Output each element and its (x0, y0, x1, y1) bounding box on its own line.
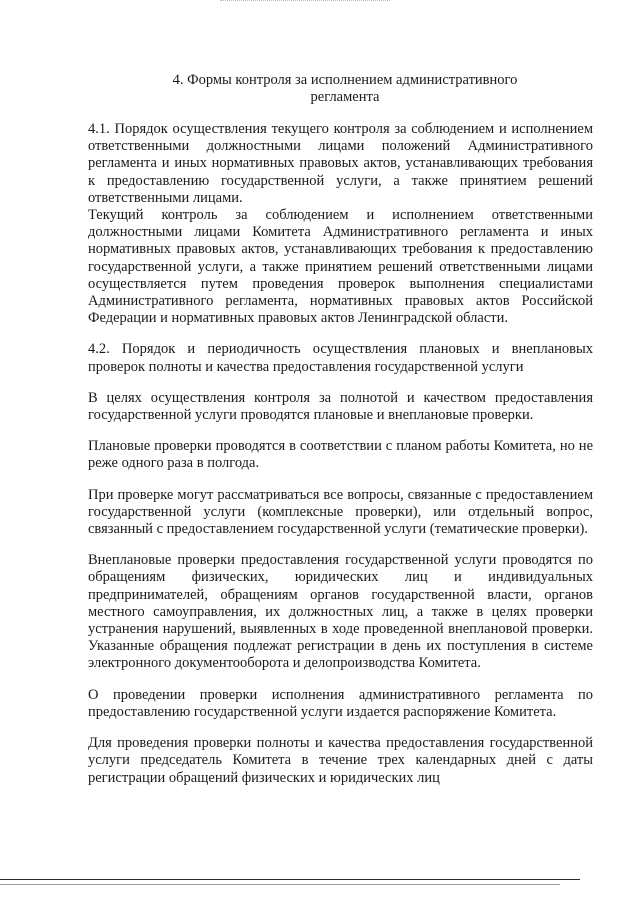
paragraph-check-procedure: Для проведения проверки полноты и качества предоставления государственной услуги председатель Комитета в течение трех календарных дней с даты регистрации обращений физических и юридических лиц (88, 735, 593, 786)
page-bottom-rule (0, 879, 580, 880)
document-body (88, 121, 593, 787)
paragraph-unplanned-checks: Внеплановые проверки предоставления государственной услуги проводятся по обращениям физических, юридических лиц и индивидуальных предпринимателей, обращениям органов государственной власти, органов местного самоуправления, их должностных лиц, а также в целях проверки устранения нарушений, выявленных в ходе проведенной внеплановой проверки. Указанные обращения подлежат регистрации в день их поступления в системе электронного документооборота и делопроизводства Комитета. (88, 552, 593, 672)
paragraph-control-purpose: В целях осуществления контроля за полнотой и качеством предоставления государственной услуги проводятся плановые и внеплановые проверки. (88, 389, 593, 424)
section-title-line-2: регламента (310, 89, 380, 105)
page-bottom-rule-shadow (0, 884, 560, 885)
paragraph-check-scope: При проверке могут рассматриваться все вопросы, связанные с предоставлением государственной услуги (комплексные проверки), или отдельный вопрос, связанный с предоставлением государственной услуги (тематические проверки). (88, 486, 593, 538)
scan-artifact (220, 0, 390, 4)
section-title (100, 72, 590, 106)
paragraph-4-2: 4.2. Порядок и периодичность осуществления плановых и внеплановых проверок полноты и качества предоставления государственной услуги (88, 341, 593, 375)
paragraph-current-control: Текущий контроль за соблюдением и исполнением ответственными должностными лицами Комитета Административного регламента и иных нормативных правовых актов, устанавливающих требования к предоставлению государственной услуги, а также принятием решений ответственными лицами осуществляется путем проведения проверок выполнения специалистами Административного регламента, нормативных правовых актов Российской Федерации и нормативных правовых актов Ленинградской области. (88, 207, 593, 327)
paragraph-planned-checks: Плановые проверки проводятся в соответствии с планом работы Комитета, но не реже одного раза в полгода. (88, 438, 593, 472)
paragraph-4-1: 4.1. Порядок осуществления текущего контроля за соблюдением и исполнением ответственными должностными лицами положений Административного регламента и иных нормативных правовых актов, устанавливающих требования к предоставлению государственной услуги, а также принятием решений ответственными лицами. (88, 121, 593, 206)
paragraph-order: О проведении проверки исполнения административного регламента по предоставлению государственной услуги издается распоряжение Комитета. (88, 686, 593, 720)
section-title-line-1: 4. Формы контроля за исполнением административного (172, 72, 518, 88)
